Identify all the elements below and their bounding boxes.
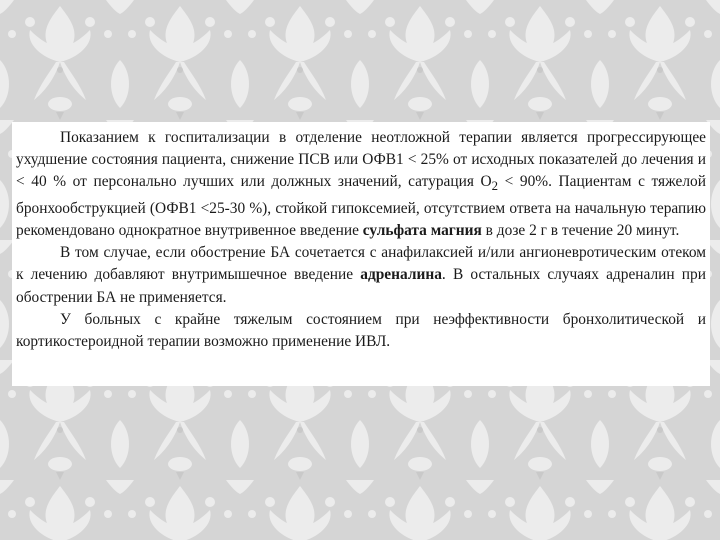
bold-text: адреналина: [360, 266, 442, 284]
text-run: < 90%. Пациентам с тяжелой бронхообструкцией (ОФВ1 <25-30 %), стойкой гипоксемией, отсутствием ответа на начальную терапию рекомендовано однократное внутривенное введение: [16, 173, 706, 239]
text-run: Показанием к госпитализации в отделение неотложной терапии является прогрессирующее ухудшение состояния пациента, снижение ПСВ или ОФВ1 < 25% от исходных показателей до лечения и < 40 % от персонально лучших или должных значений, сатурация O: [16, 129, 706, 191]
paragraph: [16, 242, 706, 309]
text-run: . В остальных случаях адреналин при обострении БА не применяется.: [16, 266, 706, 306]
paragraph: [16, 309, 706, 353]
bold-text: сульфата магния: [362, 221, 482, 239]
subscript-text: 2: [491, 179, 499, 194]
text-run: в дозе 2 г в течение 20 минут.: [481, 221, 680, 239]
text-run: У больных с крайне тяжелым состоянием при неэффективности бронхолитической и кортикостероидной терапии возможно применение ИВЛ.: [16, 310, 706, 350]
text-run: В том случае, если обострение БА сочетается с анафилаксией и/или ангионевротическим отеком к лечению добавляют внутримышечное введение: [16, 244, 706, 284]
paragraph: [16, 127, 706, 242]
text-panel: [12, 122, 710, 386]
